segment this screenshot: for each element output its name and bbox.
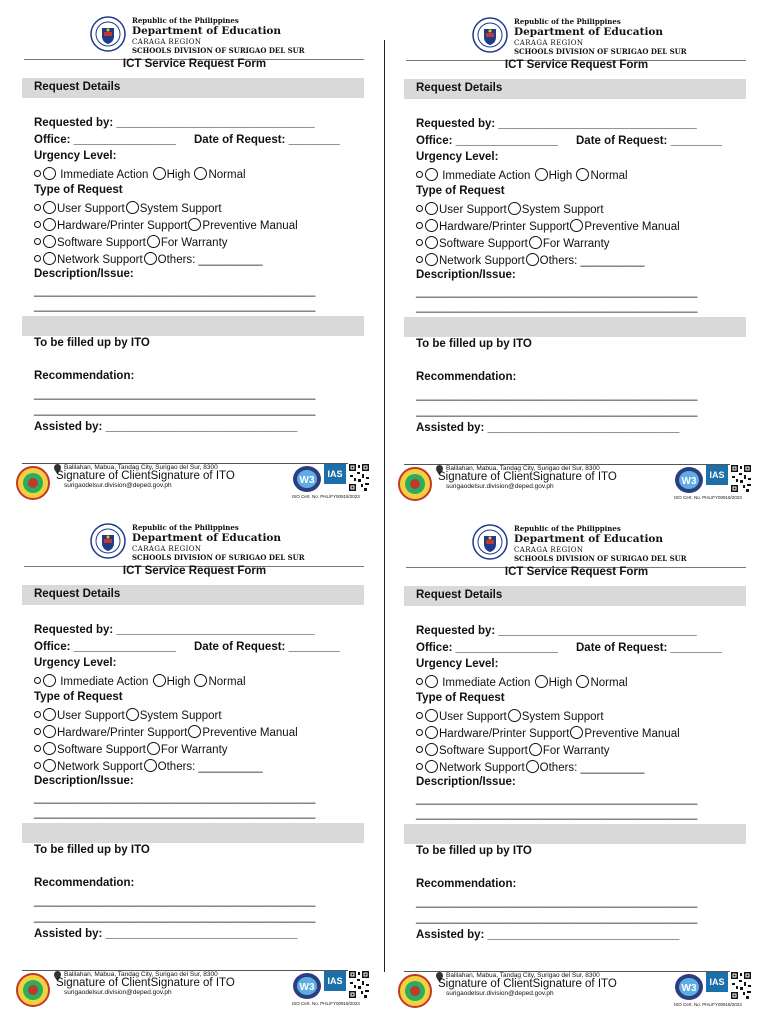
date-of-request-field[interactable]: Date of Request: ________: [194, 134, 340, 146]
radio-circle-icon[interactable]: [43, 252, 56, 265]
urgency-options: [34, 674, 246, 688]
w3-badge-icon: [674, 466, 704, 494]
request-details-heading: Request Details: [34, 81, 121, 93]
radio-circle-icon[interactable]: [508, 709, 521, 722]
bullet-circle-icon: [416, 239, 423, 246]
footer-address: Balilahan, Mabua, Tandag City, Surigao del Sur, 8300: [446, 972, 600, 979]
radio-circle-icon[interactable]: [425, 236, 438, 249]
type-option: System Support: [521, 204, 604, 216]
deped-header: [90, 14, 350, 58]
signature-labels: Signature of ClientSignature of ITO: [56, 470, 235, 482]
description-line[interactable]: ____________________________________________: [34, 792, 316, 804]
type-option: System Support: [521, 711, 604, 723]
ito-band: [404, 824, 746, 844]
ias-badge: IAS: [706, 972, 728, 992]
description-label: Description/Issue:: [34, 268, 134, 280]
recommendation-line[interactable]: ____________________________________________: [34, 388, 316, 400]
radio-circle-icon[interactable]: [188, 218, 201, 231]
type-option: Hardware/Printer Support: [439, 221, 570, 233]
radio-circle-icon[interactable]: [425, 743, 438, 756]
type-option: User Support: [439, 711, 507, 723]
radio-circle-icon[interactable]: [144, 252, 157, 265]
division-seal-icon: [398, 974, 432, 1008]
date-of-request-field[interactable]: Date of Request: ________: [194, 641, 340, 653]
republic-text: Republic of the Philippines: [514, 524, 621, 533]
radio-circle-icon[interactable]: [43, 167, 56, 180]
recommendation-line[interactable]: ____________________________________________: [34, 404, 316, 416]
form-title: ICT Service Request Form: [504, 566, 649, 578]
type-option: Software Support: [439, 238, 528, 250]
urgency-option: Immediate Action: [60, 676, 149, 688]
type-option: Software Support: [57, 744, 146, 756]
qr-code-icon: [730, 464, 752, 494]
recommendation-label: Recommendation:: [34, 370, 135, 382]
recommendation-label: Recommendation:: [34, 877, 135, 889]
form-title: ICT Service Request Form: [122, 58, 267, 70]
radio-circle-icon[interactable]: [570, 726, 583, 739]
type-option: For Warranty: [160, 744, 228, 756]
urgency-option: Immediate Action: [60, 169, 149, 181]
type-of-request-label: Type of Request: [34, 184, 123, 196]
form-title: ICT Service Request Form: [504, 59, 649, 71]
radio-circle-icon[interactable]: [144, 759, 157, 772]
bullet-circle-icon: [34, 711, 41, 718]
type-row: [416, 709, 604, 723]
radio-circle-icon[interactable]: [425, 675, 438, 688]
request-details-band: [22, 78, 364, 98]
type-of-request-label: Type of Request: [34, 691, 123, 703]
type-option: For Warranty: [542, 745, 610, 757]
form-footer: [16, 967, 368, 1011]
radio-circle-icon[interactable]: [194, 167, 207, 180]
radio-circle-icon[interactable]: [43, 708, 56, 721]
deped-seal-icon: [472, 524, 508, 560]
radio-circle-icon[interactable]: [535, 675, 548, 688]
qr-code-icon: [348, 970, 370, 1000]
radio-circle-icon[interactable]: [425, 253, 438, 266]
deped-header: [472, 15, 732, 59]
description-line[interactable]: ____________________________________________: [416, 286, 698, 298]
iso-cert-text: ISO Cert. No. PHL/FY00918/2023: [674, 495, 742, 500]
division-seal-icon: [16, 973, 50, 1007]
form-footer: [16, 460, 368, 504]
type-row: [34, 201, 222, 215]
department-text: Department of Education: [132, 25, 282, 37]
bullet-circle-icon: [416, 678, 423, 685]
type-option: System Support: [139, 710, 222, 722]
ict-request-form: [404, 1, 749, 506]
radio-circle-icon[interactable]: [425, 219, 438, 232]
ict-request-form: [404, 508, 749, 1013]
deped-seal-icon: [90, 16, 126, 52]
urgency-options: [34, 167, 246, 181]
form-footer: [398, 461, 750, 505]
radio-circle-icon[interactable]: [526, 760, 539, 773]
division-seal-icon: [398, 467, 432, 501]
bullet-circle-icon: [416, 256, 423, 263]
footer-email: surigaodelsur.division@deped.gov.ph: [64, 482, 172, 489]
date-of-request-field[interactable]: Date of Request: ________: [576, 642, 722, 654]
type-option: User Support: [57, 203, 125, 215]
w3-badge-text: W3: [299, 982, 315, 993]
ito-section-heading: To be filled up by ITO: [34, 337, 150, 349]
office-field[interactable]: Office: ________________: [416, 135, 558, 147]
type-option: Others: __________: [539, 255, 645, 267]
bullet-circle-icon: [34, 221, 41, 228]
radio-circle-icon[interactable]: [43, 218, 56, 231]
type-option: Others: __________: [539, 762, 645, 774]
radio-circle-icon[interactable]: [508, 202, 521, 215]
type-row: [416, 202, 604, 216]
bullet-circle-icon: [34, 238, 41, 245]
ias-badge: IAS: [324, 971, 346, 991]
radio-circle-icon[interactable]: [529, 236, 542, 249]
radio-circle-icon[interactable]: [188, 725, 201, 738]
ito-band: [22, 316, 364, 336]
region-text: CARAGA REGION: [132, 545, 202, 553]
description-line[interactable]: ____________________________________________: [416, 808, 698, 820]
bullet-circle-icon: [416, 205, 423, 212]
description-line[interactable]: ____________________________________________: [34, 807, 316, 819]
office-field[interactable]: Office: ________________: [34, 641, 176, 653]
type-option: Others: __________: [157, 254, 263, 266]
assisted-by-field[interactable]: Assisted by: ______________________________: [416, 929, 680, 941]
footer-address: Balilahan, Mabua, Tandag City, Surigao del Sur, 8300: [64, 971, 218, 978]
description-line[interactable]: ____________________________________________: [34, 300, 316, 312]
footer-address: Balilahan, Mabua, Tandag City, Surigao del Sur, 8300: [446, 465, 600, 472]
type-option: Preventive Manual: [202, 220, 298, 232]
type-row: [34, 759, 263, 773]
ito-section-heading: To be filled up by ITO: [416, 845, 532, 857]
bullet-circle-icon: [416, 712, 423, 719]
iso-cert-text: ISO Cert. No. PHL/FY00918/2023: [674, 1002, 742, 1007]
column-divider: [384, 40, 385, 972]
radio-circle-icon[interactable]: [43, 742, 56, 755]
type-row: [416, 760, 645, 774]
urgency-option: High: [166, 676, 191, 688]
bullet-circle-icon: [416, 222, 423, 229]
type-row: [416, 219, 680, 233]
division-seal-icon: [16, 466, 50, 500]
bullet-circle-icon: [34, 677, 41, 684]
description-label: Description/Issue:: [34, 775, 134, 787]
urgency-option: Normal: [208, 676, 246, 688]
division-text: SCHOOLS DIVISION OF SURIGAO DEL SUR: [514, 554, 687, 563]
deped-header: [90, 521, 350, 565]
office-field[interactable]: Office: ________________: [34, 134, 176, 146]
bullet-circle-icon: [416, 746, 423, 753]
w3-badge-text: W3: [299, 475, 315, 486]
department-text: Department of Education: [514, 26, 664, 38]
bullet-circle-icon: [34, 255, 41, 262]
signature-labels: Signature of ClientSignature of ITO: [56, 977, 235, 989]
radio-circle-icon[interactable]: [43, 674, 56, 687]
urgency-level-label: Urgency Level:: [34, 150, 117, 162]
type-row: [416, 253, 645, 267]
type-row: [34, 235, 228, 249]
radio-circle-icon[interactable]: [425, 760, 438, 773]
type-row: [34, 708, 222, 722]
iso-cert-text: ISO Cert. No. PHL/FY00918/2023: [292, 494, 360, 499]
ito-band: [404, 317, 746, 337]
type-row: [34, 742, 228, 756]
deped-header: [472, 522, 732, 566]
form-title: ICT Service Request Form: [122, 565, 267, 577]
iso-cert-text: ISO Cert. No. PHL/FY00918/2023: [292, 1001, 360, 1006]
requested-by-field[interactable]: Requested by: _______________________________: [416, 625, 697, 637]
footer-address: Balilahan, Mabua, Tandag City, Surigao del Sur, 8300: [64, 464, 218, 471]
urgency-options: [416, 168, 628, 182]
radio-circle-icon[interactable]: [153, 674, 166, 687]
type-row: [416, 236, 610, 250]
republic-text: Republic of the Philippines: [132, 16, 239, 25]
description-label: Description/Issue:: [416, 776, 516, 788]
w3-badge-icon: [674, 973, 704, 1001]
w3-badge-text: W3: [681, 476, 697, 487]
date-of-request-field[interactable]: Date of Request: ________: [576, 135, 722, 147]
recommendation-line[interactable]: ____________________________________________: [416, 389, 698, 401]
requested-by-field[interactable]: Requested by: _______________________________: [416, 118, 697, 130]
bullet-circle-icon: [34, 204, 41, 211]
department-text: Department of Education: [132, 532, 282, 544]
radio-circle-icon[interactable]: [425, 726, 438, 739]
urgency-option: Immediate Action: [442, 170, 531, 182]
ito-band: [22, 823, 364, 843]
radio-circle-icon[interactable]: [535, 168, 548, 181]
radio-circle-icon[interactable]: [43, 759, 56, 772]
recommendation-line[interactable]: ____________________________________________: [416, 405, 698, 417]
description-line[interactable]: ____________________________________________: [416, 301, 698, 313]
recommendation-label: Recommendation:: [416, 878, 517, 890]
radio-circle-icon[interactable]: [126, 708, 139, 721]
urgency-option: Normal: [590, 170, 628, 182]
urgency-option: High: [548, 170, 573, 182]
radio-circle-icon[interactable]: [425, 709, 438, 722]
bullet-circle-icon: [34, 762, 41, 769]
radio-circle-icon[interactable]: [43, 201, 56, 214]
bullet-circle-icon: [34, 745, 41, 752]
department-text: Department of Education: [514, 533, 664, 545]
description-line[interactable]: ____________________________________________: [34, 285, 316, 297]
ito-section-heading: To be filled up by ITO: [416, 338, 532, 350]
type-option: Software Support: [439, 745, 528, 757]
ict-request-form: [22, 507, 367, 1012]
type-option: User Support: [57, 710, 125, 722]
division-text: SCHOOLS DIVISION OF SURIGAO DEL SUR: [132, 46, 305, 55]
bullet-circle-icon: [416, 729, 423, 736]
ias-badge: IAS: [706, 465, 728, 485]
request-details-heading: Request Details: [416, 82, 503, 94]
assisted-by-field[interactable]: Assisted by: ______________________________: [416, 422, 680, 434]
description-line[interactable]: ____________________________________________: [416, 793, 698, 805]
requested-by-field[interactable]: Requested by: _______________________________: [34, 117, 315, 129]
urgency-level-label: Urgency Level:: [34, 657, 117, 669]
recommendation-line[interactable]: ____________________________________________: [416, 912, 698, 924]
requested-by-field[interactable]: Requested by: _______________________________: [34, 624, 315, 636]
radio-circle-icon[interactable]: [126, 201, 139, 214]
radio-circle-icon[interactable]: [576, 675, 589, 688]
type-row: [34, 252, 263, 266]
type-row: [34, 218, 298, 232]
radio-circle-icon[interactable]: [43, 725, 56, 738]
type-option: Hardware/Printer Support: [57, 220, 188, 232]
radio-circle-icon[interactable]: [194, 674, 207, 687]
republic-text: Republic of the Philippines: [132, 523, 239, 532]
form-footer: [398, 968, 750, 1012]
region-text: CARAGA REGION: [514, 546, 584, 554]
ito-section-heading: To be filled up by ITO: [34, 844, 150, 856]
ict-request-form: [22, 0, 367, 505]
bullet-circle-icon: [416, 171, 423, 178]
type-option: Preventive Manual: [202, 727, 298, 739]
division-text: SCHOOLS DIVISION OF SURIGAO DEL SUR: [132, 553, 305, 562]
radio-circle-icon[interactable]: [153, 167, 166, 180]
type-option: For Warranty: [160, 237, 228, 249]
radio-circle-icon[interactable]: [147, 235, 160, 248]
type-row: [416, 743, 610, 757]
radio-circle-icon[interactable]: [570, 219, 583, 232]
type-option: Network Support: [57, 254, 143, 266]
type-of-request-label: Type of Request: [416, 692, 505, 704]
ias-badge: IAS: [324, 464, 346, 484]
urgency-level-label: Urgency Level:: [416, 151, 499, 163]
bullet-circle-icon: [416, 763, 423, 770]
w3-badge-text: W3: [681, 983, 697, 994]
recommendation-line[interactable]: ____________________________________________: [34, 911, 316, 923]
w3-badge-icon: [292, 465, 322, 493]
footer-email: surigaodelsur.division@deped.gov.ph: [446, 483, 554, 490]
deped-seal-icon: [90, 523, 126, 559]
type-option: Others: __________: [157, 761, 263, 773]
urgency-option: High: [166, 169, 191, 181]
urgency-level-label: Urgency Level:: [416, 658, 499, 670]
republic-text: Republic of the Philippines: [514, 17, 621, 26]
radio-circle-icon[interactable]: [147, 742, 160, 755]
bullet-circle-icon: [34, 728, 41, 735]
radio-circle-icon[interactable]: [425, 168, 438, 181]
footer-email: surigaodelsur.division@deped.gov.ph: [64, 989, 172, 996]
type-of-request-label: Type of Request: [416, 185, 505, 197]
type-row: [416, 726, 680, 740]
recommendation-line[interactable]: ____________________________________________: [416, 896, 698, 908]
type-option: Software Support: [57, 237, 146, 249]
radio-circle-icon[interactable]: [425, 202, 438, 215]
request-details-band: [22, 585, 364, 605]
signature-labels: Signature of ClientSignature of ITO: [438, 471, 617, 483]
request-details-heading: Request Details: [416, 589, 503, 601]
assisted-by-field[interactable]: Assisted by: ______________________________: [34, 928, 298, 940]
type-row: [34, 725, 298, 739]
qr-code-icon: [348, 463, 370, 493]
assisted-by-field[interactable]: Assisted by: ______________________________: [34, 421, 298, 433]
footer-email: surigaodelsur.division@deped.gov.ph: [446, 990, 554, 997]
type-option: Preventive Manual: [584, 728, 680, 740]
urgency-option: High: [548, 677, 573, 689]
radio-circle-icon[interactable]: [529, 743, 542, 756]
type-option: Preventive Manual: [584, 221, 680, 233]
urgency-options: [416, 675, 628, 689]
type-option: Network Support: [57, 761, 143, 773]
radio-circle-icon[interactable]: [43, 235, 56, 248]
qr-code-icon: [730, 971, 752, 1001]
radio-circle-icon[interactable]: [526, 253, 539, 266]
deped-seal-icon: [472, 17, 508, 53]
type-option: Hardware/Printer Support: [439, 728, 570, 740]
division-text: SCHOOLS DIVISION OF SURIGAO DEL SUR: [514, 47, 687, 56]
region-text: CARAGA REGION: [514, 39, 584, 47]
recommendation-label: Recommendation:: [416, 371, 517, 383]
bullet-circle-icon: [34, 170, 41, 177]
office-field[interactable]: Office: ________________: [416, 642, 558, 654]
type-option: Hardware/Printer Support: [57, 727, 188, 739]
urgency-option: Normal: [590, 677, 628, 689]
urgency-option: Immediate Action: [442, 677, 531, 689]
request-details-band: [404, 79, 746, 99]
request-details-heading: Request Details: [34, 588, 121, 600]
urgency-option: Normal: [208, 169, 246, 181]
recommendation-line[interactable]: ____________________________________________: [34, 895, 316, 907]
type-option: User Support: [439, 204, 507, 216]
signature-labels: Signature of ClientSignature of ITO: [438, 978, 617, 990]
type-option: Network Support: [439, 762, 525, 774]
w3-badge-icon: [292, 972, 322, 1000]
description-label: Description/Issue:: [416, 269, 516, 281]
radio-circle-icon[interactable]: [576, 168, 589, 181]
region-text: CARAGA REGION: [132, 38, 202, 46]
request-details-band: [404, 586, 746, 606]
type-option: Network Support: [439, 255, 525, 267]
type-option: For Warranty: [542, 238, 610, 250]
type-option: System Support: [139, 203, 222, 215]
